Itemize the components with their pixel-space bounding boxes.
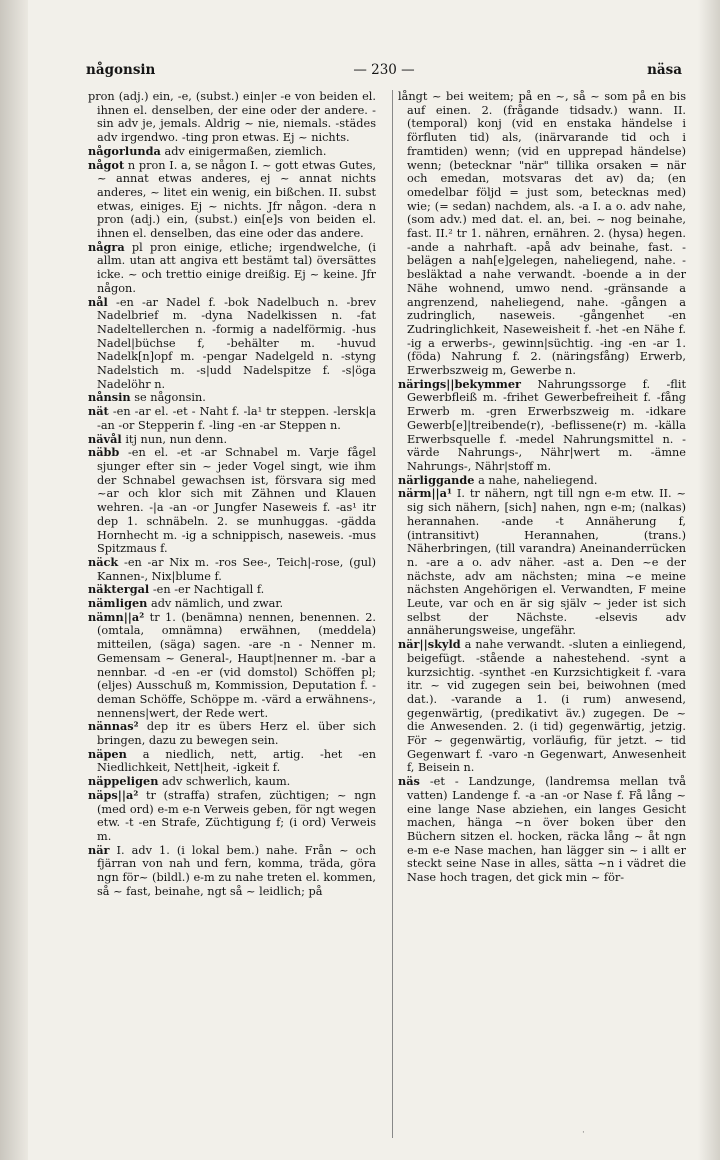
dictionary-entry — [88, 720, 376, 747]
entry-definition: långt ~ bei weitem; på en ~, så ~ som på en bis auf einen. 2. (frågande tidsadv.) wann. II. (temporal) konj (vid en enstaka händelse i förfluten tid) als, (inärvarande tid och i framtiden) wenn; (vid en upprepad händelse) wenn; (betecknar "när" tillika orsaken = när och emedan, motsvaras det av) da; (en omedelbar följd = just som, betecknas med) wie; (= sedan) nachdem, als. -a I. a o. adv nahe, (som adv.) med dat. el. an, bei. ~ nog beinahe, fast. II.² tr 1. nähren, ernähren. 2. (hysa) hegen. -ande a nahrhaft. -apå adv beinahe, fast. -belägen a nah[e]gelegen, naheliegend, nahe. -besläktad a nahe verwandt. -boende a in der Nähe wohnend, umwo nend. -gränsande a angrenzend, naheliegend, nahe. -gången a zudringlich, naseweis. -gångenhet -en Zudringlichkeit, Naseweisheit f. -het -en Nähe f. -ig a erwerbs-, gewinn|süchtig. -ing -en -ar 1. (föda) Nahrung f. 2. (näringsfång) Erwerb, Erwerbszweig m, Gewerbe n. — [398, 90, 686, 378]
dictionary-entry — [88, 748, 376, 775]
entry-definition: tr 1. (benämna) nennen, benennen. 2. (omtala, omnämna) erwähnen, (meddela) mitteilen, (säga) sagen. -are -n - Nenner m. Gemensam ~ General-, Haupt|nenner m. -bar a nennbar. -d -en -er (vid domstol) Schöffen pl; (eljes) Ausschuß m, Kommission, Deputation f. -deman Schöffe, Schöppe m. -värd a erwähnens-, nennens|wert, der Rede wert. — [97, 610, 376, 720]
entry-definition: -en -ar Nadel f. -bok Nadelbuch n. -brev Nadelbrief m. -dyna Nadelkissen n. -fat Nadeltellerchen n. -formig a nadelförmig. -hus Nadel|büchse f, -behälter m. -huvud Nadelk[n]opf m. -pengar Nadelgeld n. -styng Nadelstich m. -s|udd Nadelspitze f. -s|öga Nadelöhr n. — [97, 295, 376, 391]
dictionary-entry — [88, 597, 376, 611]
dictionary-entry — [88, 446, 376, 556]
entry-headword: näs — [398, 774, 420, 789]
entry-definition: itj nun, nun denn. — [125, 432, 228, 446]
entry-headword: näbb — [88, 445, 120, 460]
entry-definition: adv nämlich, und zwar. — [150, 597, 284, 611]
dictionary-entry — [398, 487, 686, 638]
entry-definition: pl pron einige, etliche; irgendwelche, (i allm. utan att angiva ett bestämt tal) översättes icke. ~ och trettio einige dreißig. Ej ~ keine. Jfr någon. — [97, 240, 376, 295]
entry-definition: a nahe, naheliegend. — [478, 473, 598, 487]
dictionary-entry — [398, 378, 686, 474]
entry-headword: närliggande — [398, 472, 475, 487]
right-column — [398, 90, 686, 1138]
dictionary-entry — [88, 789, 376, 844]
dictionary-entry — [88, 159, 376, 241]
dictionary-entry — [88, 145, 376, 159]
entry-definition: a niedlich, nett, artig. -het -en Niedlichkeit, Nett|heit, -igkeit f. — [97, 747, 376, 775]
entry-headword: när||skyld — [398, 637, 461, 652]
page-edge-shadow-right — [698, 0, 720, 1160]
dictionary-entry — [88, 296, 376, 392]
entry-definition: I. adv 1. (i lokal bem.) nahe. Från ~ och fjärran von nah und fern, komma, träda, göra ngn för~ (bildl.) e-m zu nahe treten el. kommen, så ~ fast, beinahe, ngt så ~ leidlich; på — [97, 843, 376, 898]
entry-headword: näck — [88, 554, 119, 569]
entry-definition: Nahrungssorge f. -flit Gewerbfleiß m. -frihet Gewerbefreiheit f. -fång Erwerb m. -gren Erwerbszweig m. -idkare Gewerb[e]|treibende(r), -beflissene(r) m. -källa Erwerbsquelle f. -medel Nahrungsmittel n. -värde Nahrungs-, Nähr|wert m. -ämne Nahrungs-, Nähr|stoff m. — [407, 377, 686, 473]
column-divider — [392, 90, 393, 1138]
entry-definition: adv schwerlich, kaum. — [162, 775, 291, 789]
entry-headword: näps||a² — [88, 787, 139, 802]
entry-definition: n pron I. a, se någon I. ~ gott etwas Gutes, ~ annat etwas anderes, ej ~ annat nichts anderes, ~ litet ein wenig, ein bißchen. II. subst etwas, einiges. Ej ~ nichts. Jfr någon. -dera n pron (adj.) ein, (subst.) ein[e]s von beiden el. ihnen el. denselben, das eine oder das andere. — [97, 158, 376, 241]
entry-definition: -en el. -et -ar Schnabel m. Varje fågel sjunger efter sin ~ jeder Vogel singt, wie ihm der Schnabel gewachsen ist, försvara sig med ~ar och klor sich mit Zähnen und Klauen wehren. -|a -an -or Jungfer Naseweis f. -as¹ itr dep 1. schnäbeln. 2. se munhuggas. -gädda Hornhecht m. -ig a schnippisch, naseweis. -mus Spitzmaus f. — [97, 446, 376, 556]
dictionary-entry — [88, 241, 376, 296]
entry-definition: dep itr es übers Herz el. über sich bringen, dazu zu bewegen sein. — [97, 720, 376, 748]
entry-headword: nämn||a² — [88, 609, 145, 624]
entry-headword: något — [88, 157, 125, 172]
entry-headword: nännas² — [88, 719, 139, 734]
page-header — [86, 62, 682, 82]
entry-headword: näppeligen — [88, 774, 159, 789]
header-guide-word-left: någonsin — [86, 62, 156, 78]
dictionary-entry — [398, 474, 686, 488]
dictionary-entry — [88, 844, 376, 899]
entry-headword: nävål — [88, 431, 122, 446]
entry-headword: nät — [88, 404, 109, 419]
dictionary-entry — [88, 611, 376, 721]
entry-headword: näktergal — [88, 582, 150, 597]
dictionary-entry — [88, 90, 376, 145]
dictionary-entry — [398, 638, 686, 775]
entry-definition: tr (straffa) strafen, züchtigen; ~ ngn (med ord) e-m e-n Verweis geben, för ngt wegen etw. -t -en Strafe, Züchtigung f; (i ord) Verweis m. — [97, 788, 376, 843]
entry-definition: pron (adj.) ein, -e, (subst.) ein|er -e von beiden el. ihnen el. denselben, der eine oder der andere. -sin adv je, jemals. Aldrig ~ nie, niemals. -städes adv irgendwo. -ting pron etwas. Ej ~ nichts. — [88, 90, 376, 145]
page-number: — 230 — — [353, 62, 415, 78]
entry-headword: näpen — [88, 746, 127, 761]
entry-definition: I. tr nähern, ngt till ngn e-m etw. II. ~ sig sich nähern, [sich] nahen, ngn e-m; (nalkas) herannahen. -ande -t Annäherung f, (intransitivt) Herannahen, (trans.) Näherbringen, (till varandra) Aneinanderrücken n. -are a o. adv näher. -ast a. Den ~e der nächste, adv am nächsten; mina ~e meine nächsten Angehörigen el. Verwandten, F meine Leute, var och en är sig själv ~ jeder ist sich selbst der Nächste. -elsevis adv annäherungsweise, ungefähr. — [407, 487, 686, 638]
entry-headword: några — [88, 239, 125, 254]
entry-definition: -en -ar Nix m. -ros See-, Teich|-rose, (gul) Kannen-, Nix|blume f. — [97, 555, 376, 583]
entry-definition: adv einigermaßen, ziemlich. — [164, 144, 327, 158]
entry-definition: -en -er Nachtigall f. — [152, 583, 265, 597]
entry-definition: -en -ar el. -et - Naht f. -la¹ tr steppen. -lersk|a -an -or Stepperin f. -ling -en -ar Steppen n. — [97, 405, 376, 432]
header-guide-word-right: näsa — [647, 62, 682, 78]
entry-definition: a nahe verwandt. -sluten a einliegend, beigefügt. -stående a nahestehend. -synt a kurzsichtig. -synthet -en Kurzsichtigkeit f. -vara itr. ~ vid zugegen sein bei, beiwohnen (med dat.). -varande a 1. (i rum) anwesend, gegenwärtig, (predikativt äv.) zugegen. De ~ die Anwesenden. 2. (i tid) gegenwärtig, jetzig. För ~ gegenwärtig, vorläufig, für jetzt. ~ tid Gegenwart f. -varo -n Gegenwart, Anwesenheit f, Beisein n. — [407, 638, 686, 775]
entry-headword: nämligen — [88, 596, 148, 611]
dictionary-entry — [88, 583, 376, 597]
left-column — [88, 90, 376, 1138]
dictionary-entry — [88, 556, 376, 583]
entry-headword: närings||bekymmer — [398, 376, 521, 391]
entry-headword: när — [88, 842, 110, 857]
dictionary-entry — [88, 775, 376, 789]
entry-headword: nål — [88, 294, 108, 309]
dictionary-entry — [398, 90, 686, 378]
entry-definition: se någonsin. — [134, 391, 206, 405]
entry-headword: närm||a¹ — [398, 486, 452, 501]
dictionary-entry — [88, 391, 376, 405]
entry-definition: -et - Landzunge, (landremsa mellan två vatten) Landenge f. -a -an -or Nase f. Få lång ~ eine lange Nase abziehen, ein langes Gesicht machen, hänga ~n över boken über den Büchern sitzen el. hocken, räcka lång ~ åt ngn e-m e-e Nase machen, han lägger sin ~ i allt er steckt seine Nase in alles, sätta ~n i vädret die Nase hoch tragen, det gick min ~ för- — [407, 775, 686, 885]
entry-headword: någorlunda — [88, 143, 161, 158]
dictionary-entry — [398, 775, 686, 885]
dictionary-entry — [88, 433, 376, 447]
entry-headword: nånsin — [88, 390, 131, 405]
page-edge-shadow-left — [0, 0, 28, 1160]
paper-speck: · — [582, 1128, 585, 1138]
dictionary-entry — [88, 405, 376, 432]
